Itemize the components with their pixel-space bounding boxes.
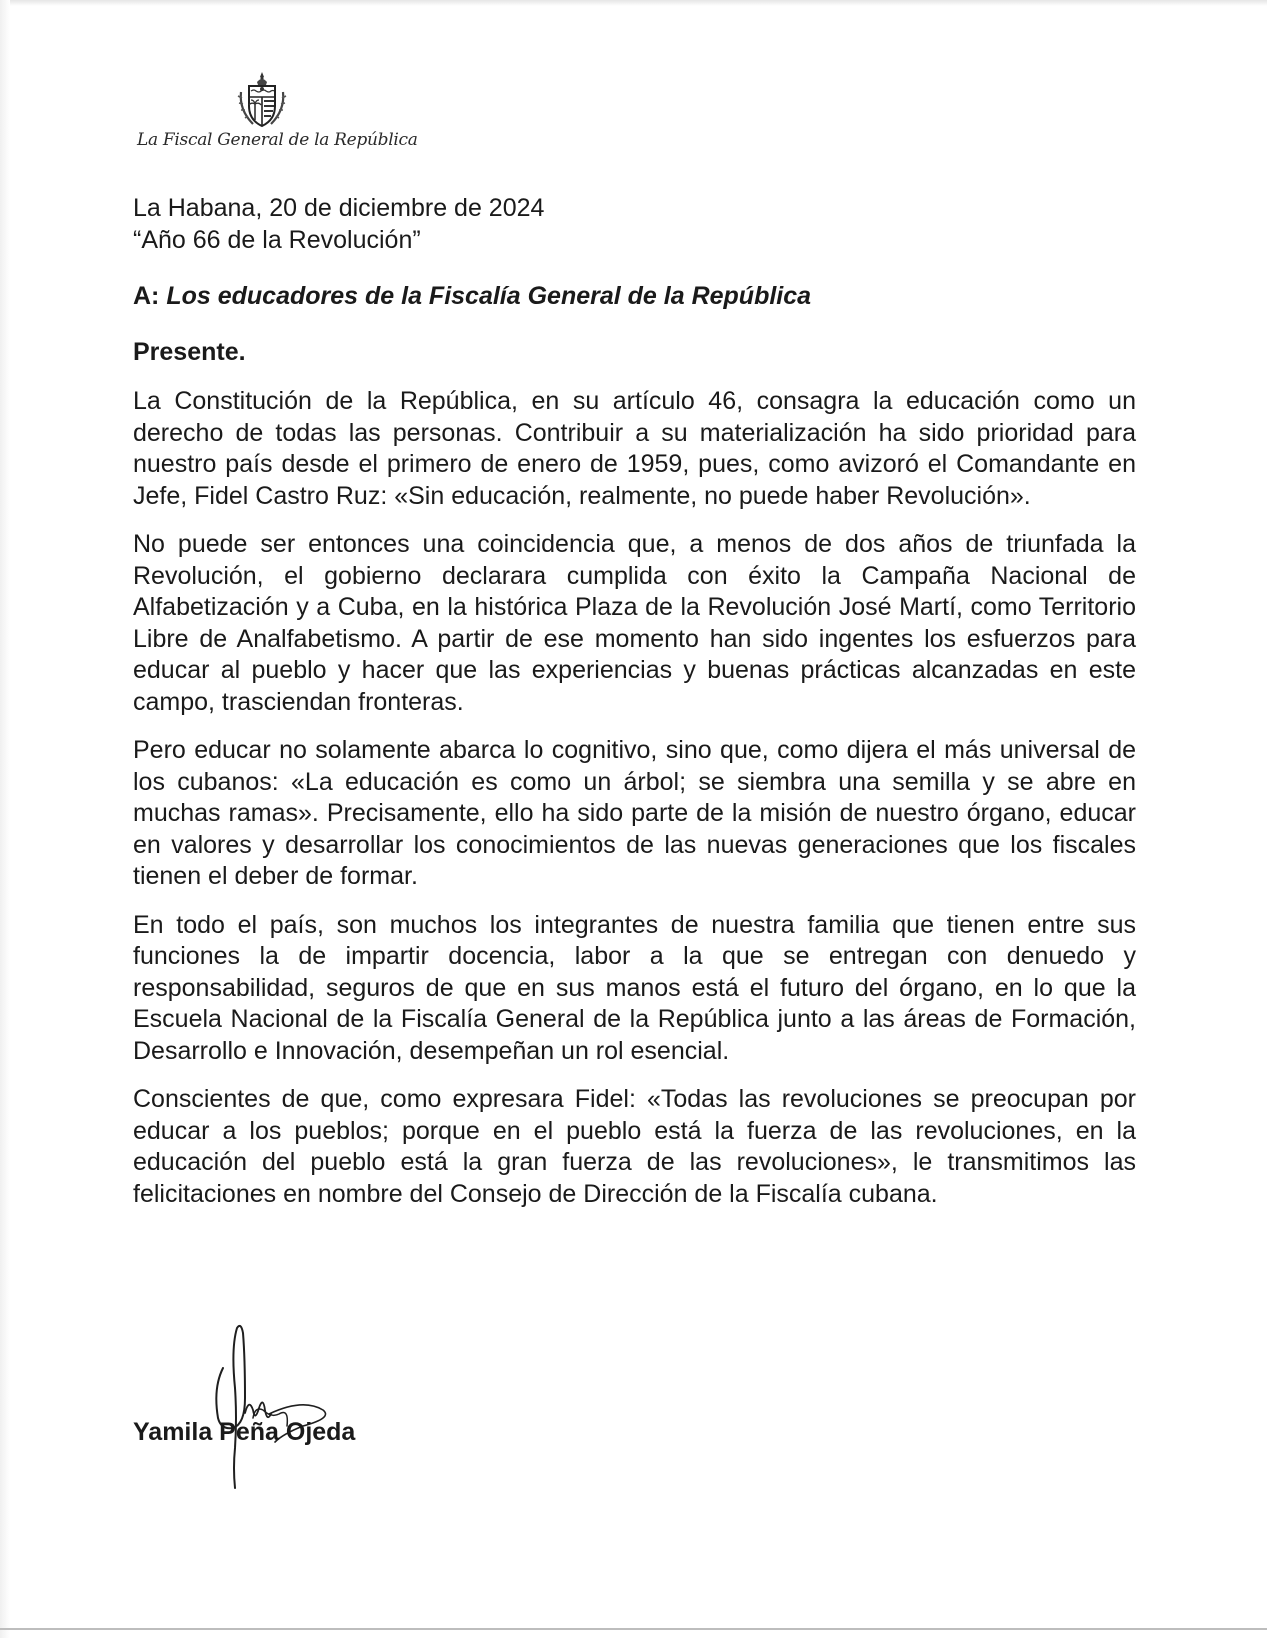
recipient-name: Los educadores de la Fiscalía General de la República [166,282,812,310]
year-motto: “Año 66 de la Revolución” [133,226,421,254]
body-paragraph-5: Conscientes de que, como expresara Fidel: «Todas las revoluciones se preocupan por educar a los pueblos; porque en el pueblo está la fuerza de las revoluciones, en la educación del pueblo está la gran fuerza de las revoluciones», le transmitimos las felicitaciones en nombre del Consejo de Dirección de la Fiscalía cubana. [133,1085,1136,1208]
scan-edge-left [0,0,10,1638]
dateline: La Habana, 20 de diciembre de 2024 [133,194,545,222]
body-paragraph-2: No puede ser entonces una coincidencia que, a menos de dos años de triunfada la Revolución, el gobierno declarara cumplida con éxito la Campaña Nacional de Alfabetización y a Cuba, en la histórica Plaza de la Revolución José Martí, como Territorio Libre de Analfabetismo. A partir de ese momento han sido ingentes los esfuerzos para educar al pueblo y hacer que las experiencias y buenas prácticas alcanzadas en este campo, trasciendan fronteras. [133,530,1136,716]
letterhead [135,62,418,157]
letterhead-text: La Fiscal General de la República [137,130,418,150]
body-paragraph-4: En todo el país, son muchos los integrantes de nuestra familia que tienen entre sus funciones la de impartir docencia, labor a la que se entregan con denuedo y responsabilidad, seguros de que en sus manos está el futuro del órgano, en lo que la Escuela Nacional de la Fiscalía General de la República junto a las áreas de Formación, Desarrollo e Innovación, desempeñan un rol esencial. [133,910,1136,1065]
scan-edge-bottom [0,1628,1267,1630]
signature-block [133,1318,533,1498]
salutation: Presente. [133,338,246,366]
coat-of-arms-icon [235,70,289,132]
scan-edge-top [0,0,1267,6]
signer-name: Yamila Peña Ojeda [133,1418,356,1446]
recipient-prefix: A: [133,282,160,310]
handwritten-signature-icon [183,1318,343,1498]
recipient-line [133,280,1136,312]
body-paragraph-3: Pero educar no solamente abarca lo cognitivo, sino que, como dijera el más universal de los cubanos: «La educación es como un árbol; se siembra una semilla y se abre en muchas ramas». Precisamente, ello ha sido parte de la misión de nuestro órgano, educar en valores y desarrollar los conocimientos de las nuevas generaciones que los fiscales tienen el deber de formar. [133,736,1136,890]
letter-content [133,192,1136,1210]
body-paragraph-1: La Constitución de la República, en su artículo 46, consagra la educación como un derecho de todas las personas. Contribuir a su materialización ha sido prioridad para nuestro país desde el primero de enero de 1959, pues, como avizoró el Comandante en Jefe, Fidel Castro Ruz: «Sin educación, realmente, no puede haber Revolución». [133,387,1136,510]
